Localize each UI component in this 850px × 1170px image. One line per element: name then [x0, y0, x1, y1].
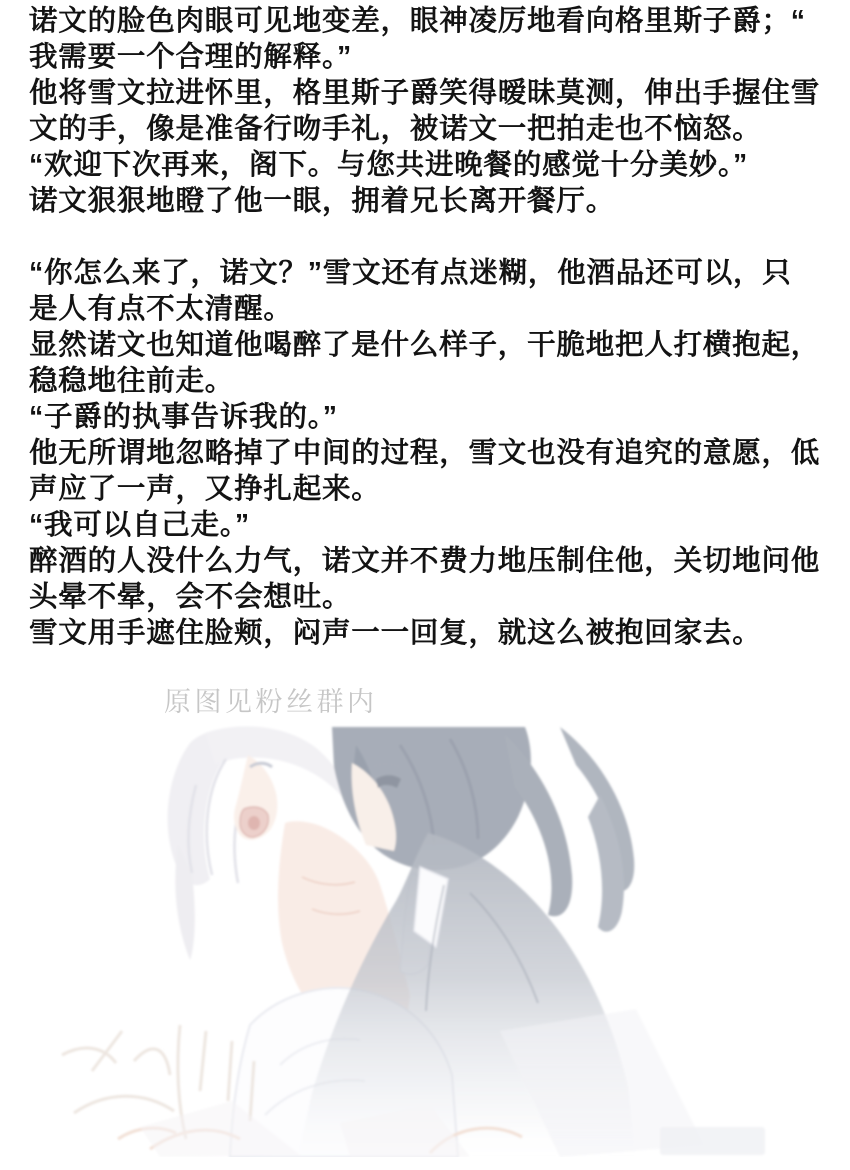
faint-plane-2 — [140, 1101, 300, 1157]
faint-rect — [660, 1127, 765, 1155]
sketch-lines — [62, 1025, 254, 1139]
dark-brow — [372, 764, 400, 767]
light-hair-crown — [205, 726, 352, 809]
text-line: 是人有点不太清醒。 — [29, 293, 293, 325]
light-eye — [250, 763, 272, 767]
shirt-strap — [400, 873, 434, 974]
hand-lines — [118, 1128, 522, 1153]
dark-face — [352, 763, 396, 851]
faint-plane-1 — [500, 1009, 704, 1157]
text-line: “我可以自己走。” — [29, 509, 250, 541]
text-line: “欢迎下次再来，阁下。与您共进晚餐的感觉十分美妙。” — [29, 149, 749, 181]
light-hair-lines — [189, 759, 254, 883]
text-line: 稳稳地往前走。 — [29, 365, 235, 397]
faded-illustration — [0, 725, 850, 1157]
dark-eye — [376, 775, 401, 788]
dark-hair-strand-3 — [588, 795, 624, 932]
watermark-text: 原图见粉丝群内 — [164, 687, 378, 717]
text-line: 他无所谓地忽略掉了中间的过程，雪文也没有追究的意愿，低 — [29, 437, 821, 469]
text-line: 诺文狠狠地瞪了他一眼，拥着兄长离开餐厅。 — [29, 185, 616, 217]
text-line: 他将雪文拉进怀里，格里斯子爵笑得暧昧莫测，伸出手握住雪 — [29, 77, 821, 109]
faint-plane-3 — [340, 1105, 470, 1157]
text-line: “子爵的执事告诉我的。” — [29, 401, 338, 433]
shirt-folds — [265, 1039, 365, 1115]
bare-shoulder-skin — [278, 821, 410, 1063]
text-line: 显然诺文也知道他喝醉了是什么样子，干脆地把人打横抱起， — [29, 329, 821, 361]
dark-hair-lines — [400, 739, 478, 845]
white-shirt — [230, 988, 458, 1157]
text-line: 我需要一个合理的解释。” — [29, 41, 353, 73]
light-hair-shape — [168, 729, 268, 885]
text-line: 雪文用手遮住脸颊，闷声一一回复，就这么被抱回家去。 — [29, 617, 762, 649]
open-mouth — [240, 807, 268, 837]
jacket-seams — [426, 885, 538, 1011]
text-line: “你怎么来了，诺文？”雪文还有点迷糊，他酒品还可以，只 — [29, 257, 792, 289]
text-line: 醉酒的人没什么力气，诺文并不费力地压制住他，关切地问他 — [29, 545, 821, 577]
text-line: 诺文的脸色肉眼可见地变差，眼神凌厉地看向格里斯子爵；“ — [29, 5, 806, 37]
dark-hair-strand-2 — [560, 727, 634, 891]
dark-hair-bangs — [354, 745, 378, 825]
dark-hair-strand-1 — [505, 735, 572, 916]
dark-jacket — [298, 833, 636, 1157]
shirt-collar — [414, 867, 448, 947]
light-hair-strand-left — [175, 845, 194, 960]
text-line: 文的手，像是准备行吻手礼，被诺文一把拍走也不恼怒。 — [29, 113, 762, 145]
dark-hair-main — [332, 727, 531, 870]
text-line: 声应了一声，又挣扎起来。 — [29, 473, 381, 505]
text-line: 头晕不晕，会不会想吐。 — [29, 581, 352, 613]
collarbone-lines — [302, 877, 360, 914]
novel-text-block — [29, 3, 829, 651]
text-line — [29, 219, 829, 255]
light-face — [234, 755, 277, 840]
mouth-interior — [248, 816, 260, 830]
manga-illustration-graphic — [0, 725, 850, 1157]
